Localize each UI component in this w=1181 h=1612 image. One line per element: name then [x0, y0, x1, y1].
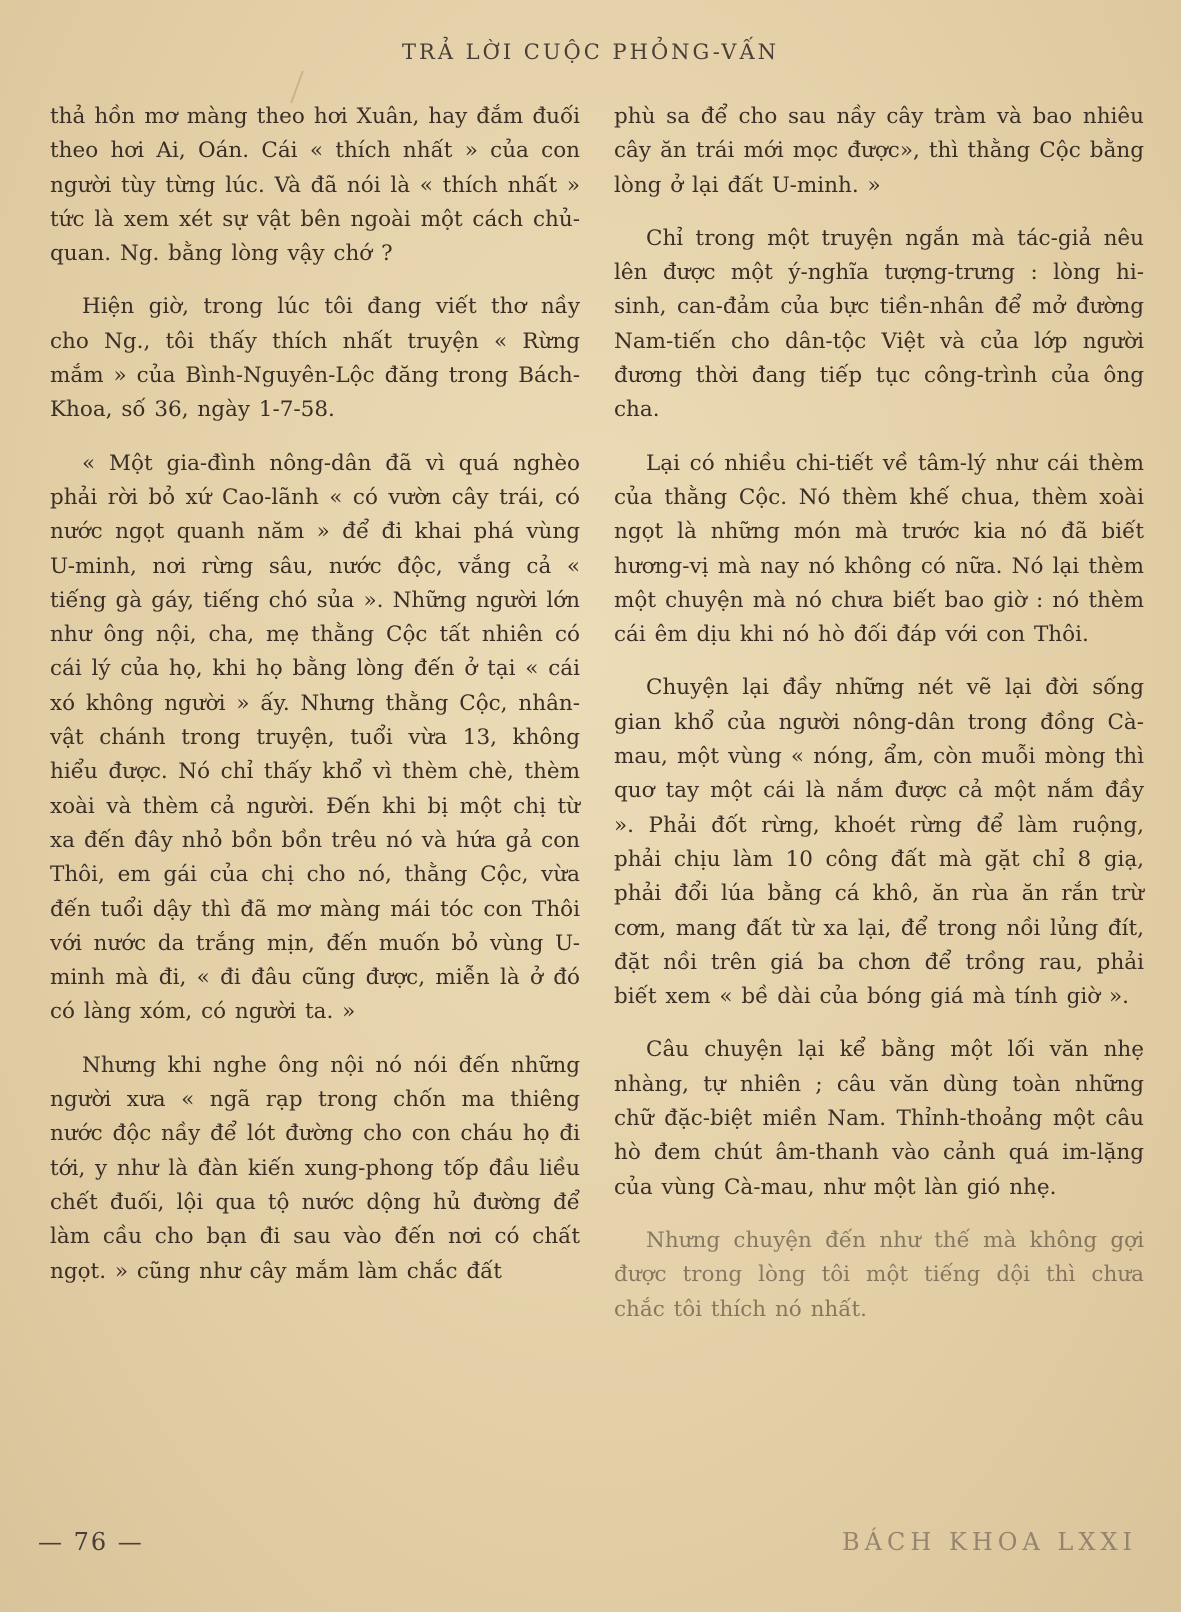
paragraph: Hiện giờ, trong lúc tôi đang viết thơ nầy cho Ng., tôi thấy thích nhất truyện « Rừng mắm » của Bình-Nguyên-Lộc đăng trong Bách-Khoa, số 36, ngày 1-7-58.: [50, 294, 580, 423]
paragraph: phù sa để cho sau nầy cây tràm và bao nhiêu cây ăn trái mới mọc được», thì thằng Cộc bằng lòng ở lại đất U-minh. »: [614, 104, 1144, 198]
paragraph: « Một gia-đình nông-dân đã vì quá nghèo phải rời bỏ xứ Cao-lãnh « có vườn cây trái, có nước ngọt quanh năm » để đi khai phá vùng U-minh, nơi rừng sâu, nước độc, vắng cả « tiếng gà gáy, tiếng chó sủa ». Những người lớn như ông nội, cha, mẹ thằng Cộc tất nhiên có cái lý của họ, khi họ bằng lòng đến ở tại « cái xó không người » ấy. Nhưng thằng Cộc, nhân-vật chánh trong truyện, tuổi vừa 13, không hiểu được. Nó chỉ thấy khổ vì thèm chè, thèm xoài và thèm cả người. Đến khi bị một chị từ xa đến đây nhỏ bồn bồn trêu nó và hứa gả con Thôi, em gái của chị cho nó, thằng Cộc, vừa đến tuổi dậy thì đã mơ màng mái tóc con Thôi với nước da trắng mịn, đến muốn bỏ vùng U-minh mà đi, « đi đâu cũng được, miễn là ở đó có làng xóm, có người ta. »: [50, 450, 580, 1025]
paragraph: thả hồn mơ màng theo hơi Xuân, hay đắm đuối theo hơi Ai, Oán. Cái « thích nhất » của con người tùy từng lúc. Và đã nói là « thích nhất » tức là xem xét sự vật bên ngoài một cách chủ-quan. Ng. bằng lòng vậy chớ ?: [50, 104, 580, 267]
paragraph: Lại có nhiều chi-tiết về tâm-lý như cái thèm của thằng Cộc. Nó thèm khế chua, thèm xoài ngọt là những món mà trước kia nó đã biết hương-vị mà nay nó không có nữa. Nó lại thèm một chuyện mà nó chưa biết bao giờ : nó thèm cái êm dịu khi nó hò đối đáp với con Thôi.: [614, 450, 1144, 648]
paper-mark: [290, 71, 304, 104]
paragraph: Chuyện lại đầy những nét vẽ lại đời sống gian khổ của người nông-dân trong đồng Cà-mau, một vùng « nóng, ẩm, còn muỗi mòng thì quơ tay một cái là nắm được cả một nắm đầy ». Phải đốt rừng, khoét rừng để làm ruộng, phải chịu làm 10 công đất mà gặt chỉ 8 giạ, phải đổi lúa bằng cá khô, ăn rùa ăn rắn trừ cơm, mang đất từ xa lại, để trong nồi lủng đít, đặt nồi trên giá ba chơn để trồng rau, phải biết xem « bề dài của bóng giá mà tính giờ ».: [614, 675, 1144, 1010]
paragraph: Nhưng chuyện đến như thế mà không gợi được trong lòng tôi một tiếng dội thì chưa chắc tôi thích nó nhất.: [614, 1227, 1144, 1322]
publication-name: BÁCH KHOA LXXI: [842, 1528, 1137, 1556]
paragraph: Câu chuyện lại kể bằng một lối văn nhẹ nhàng, tự nhiên ; câu văn dùng toàn những chữ đặc-biệt miền Nam. Thỉnh-thoảng một câu hò đem chút âm-thanh vào cảnh quá im-lặng của vùng Cà-mau, như một làn gió nhẹ.: [614, 1037, 1144, 1200]
page-number: — 76 —: [38, 1528, 144, 1556]
running-title: TRẢ LỜI CUỘC PHỎNG-VẤN: [402, 40, 779, 64]
left-column: [50, 100, 580, 1308]
paragraph: Chỉ trong một truyện ngắn mà tác-giả nêu lên được một ý-nghĩa tượng-trưng : lòng hi-sinh, can-đảm của bực tiền-nhân để mở đường Nam-tiến cho dân-tộc Việt và của lớp người đương thời đang tiếp tục công-trình của ông cha.: [614, 225, 1144, 423]
right-column: [614, 100, 1144, 1346]
paragraph: Nhưng khi nghe ông nội nó nói đến những người xưa « ngã rạp trong chốn ma thiêng nước độc nầy để lót đường cho con cháu họ đi tới, y như là đàn kiến xung-phong tốp đầu liều chết đuối, lội qua tộ nước dộng hủ đường để làm cầu cho bạn đi sau vào đến nơi có chất ngọt. » cũng như cây mắm làm chắc đất: [50, 1052, 580, 1284]
